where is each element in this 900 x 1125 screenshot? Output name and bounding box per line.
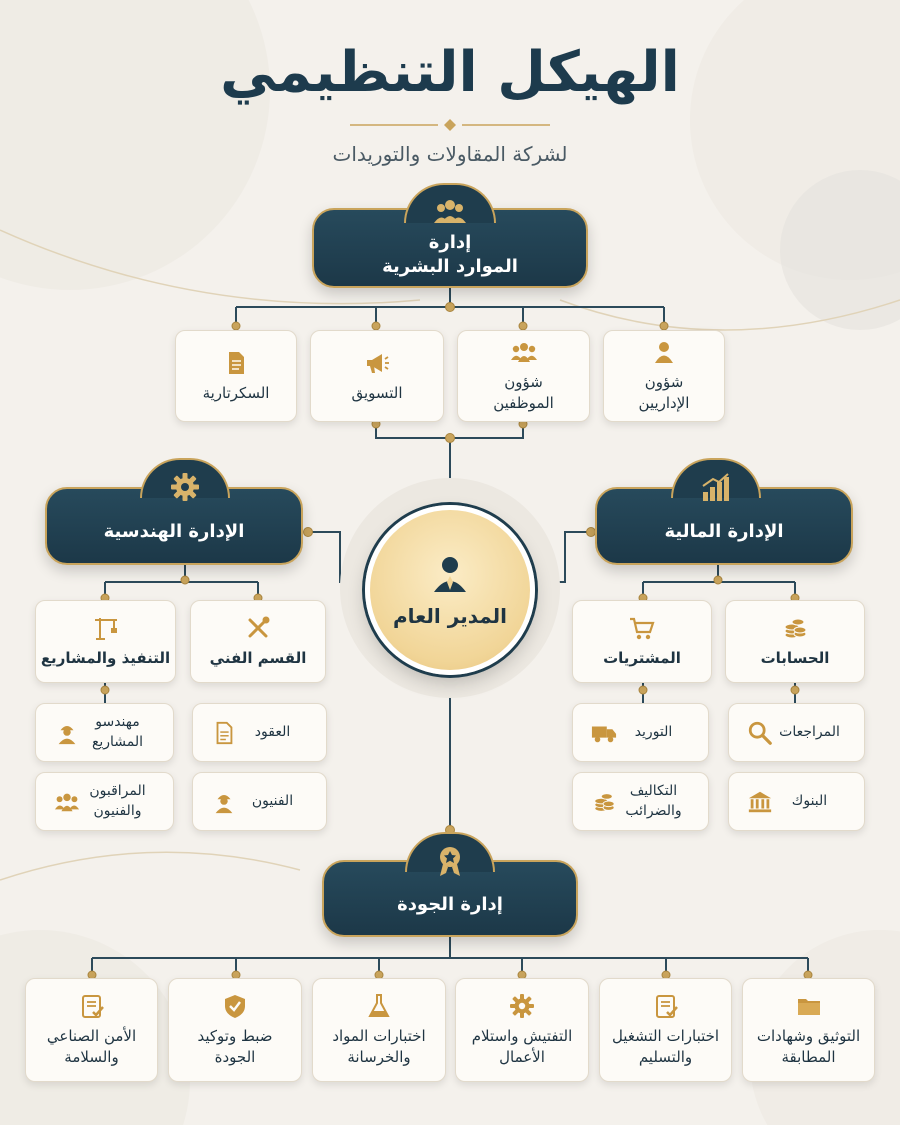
hr-department[interactable]: إدارة الموارد البشرية [312,208,588,288]
unit-label: التوريد [634,723,673,740]
magnifier-icon [747,720,773,746]
engineer-icon [54,720,80,746]
section-label: الحسابات [760,649,830,667]
fin-unit-banks[interactable] [728,772,865,831]
section-label: القسم الفني [209,649,307,667]
person-icon [650,338,678,366]
fin-section-purchasing[interactable] [572,600,712,683]
unit-label: التسويق [351,383,403,402]
clipboard-check-icon [652,992,680,1020]
page-title: الهيكل التنظيمي [220,40,680,105]
quality-unit-inspection[interactable] [455,978,589,1082]
unit-label: المراقبون والفنيون [89,782,146,819]
fin-unit-costs-taxes[interactable] [572,772,709,831]
unit-label: التفتيش واستلام الأعمال [471,1027,573,1066]
eng-unit-contracts[interactable] [192,703,327,762]
quality-unit-qa-qc[interactable] [168,978,302,1082]
unit-label: شؤون الإداريين [638,373,690,412]
quality-unit-materials-testing[interactable] [312,978,446,1082]
unit-label: السكرتارية [202,383,270,402]
badge-icon [433,844,467,878]
gm-label: المدير العام [392,604,508,628]
hr-unit-admin-affairs[interactable] [603,330,725,422]
crane-icon [92,614,120,642]
unit-label: شؤون الموظفين [493,373,554,412]
hr-unit-secretariat[interactable] [175,330,297,422]
coins-icon [781,614,809,642]
folder-icon [795,992,823,1020]
section-label: التنفيذ والمشاريع [40,649,171,667]
unit-label: اختبارات المواد والخرسانة [332,1027,426,1066]
growth-chart-icon [699,470,733,504]
shield-check-icon [221,992,249,1020]
coins-icon [591,789,617,815]
quality-unit-safety[interactable] [25,978,158,1082]
cart-icon [628,614,656,642]
team-icon [54,789,80,815]
section-label: المشتريات [603,649,681,667]
team-icon [510,338,538,366]
hr-unit-marketing[interactable] [310,330,444,422]
flask-icon [365,992,393,1020]
truck-icon [591,720,617,746]
fin-unit-supply[interactable] [572,703,709,762]
document-icon [211,720,237,746]
gear-icon [508,992,536,1020]
title-divider [350,118,550,132]
quality-unit-documentation[interactable] [742,978,875,1082]
fin-unit-audits[interactable] [728,703,865,762]
bank-icon [747,789,773,815]
unit-label: مهندسو المشاريع [91,713,144,750]
eng-unit-supervisors[interactable] [35,772,174,831]
document-icon [222,349,250,377]
fin-section-accounts[interactable] [725,600,865,683]
unit-label: التكاليف والضرائب [625,782,682,819]
eng-section-execution[interactable] [35,600,176,683]
eng-unit-project-engineers[interactable] [35,703,174,762]
eng-unit-technicians[interactable] [192,772,327,831]
clipboard-check-icon [78,992,106,1020]
worker-icon [211,789,237,815]
finance-department[interactable]: الإدارة المالية [595,487,853,565]
tools-icon [244,614,272,642]
unit-label: الفنيون [251,792,294,809]
unit-label: البنوك [791,792,828,809]
people-icon [433,195,467,229]
general-manager[interactable] [365,505,535,675]
unit-label: المراجعات [779,723,840,740]
megaphone-icon [363,349,391,377]
hr-unit-staff-affairs[interactable] [457,330,590,422]
unit-label: ضبط وتوكيد الجودة [197,1027,273,1066]
unit-label: اختبارات التشغيل والتسليم [611,1027,720,1066]
quality-unit-operation-tests[interactable] [599,978,732,1082]
eng-section-technical[interactable] [190,600,326,683]
unit-label: العقود [254,723,291,740]
unit-label: الأمن الصناعي والسلامة [46,1027,137,1066]
page-subtitle: لشركة المقاولات والتوريدات [332,142,568,166]
engineering-department[interactable]: الإدارة الهندسية [45,487,303,565]
quality-department[interactable]: إدارة الجودة [322,860,578,937]
manager-icon [428,552,472,596]
unit-label: التوثيق وشهادات المطابقة [756,1027,861,1066]
gear-icon [168,470,202,504]
